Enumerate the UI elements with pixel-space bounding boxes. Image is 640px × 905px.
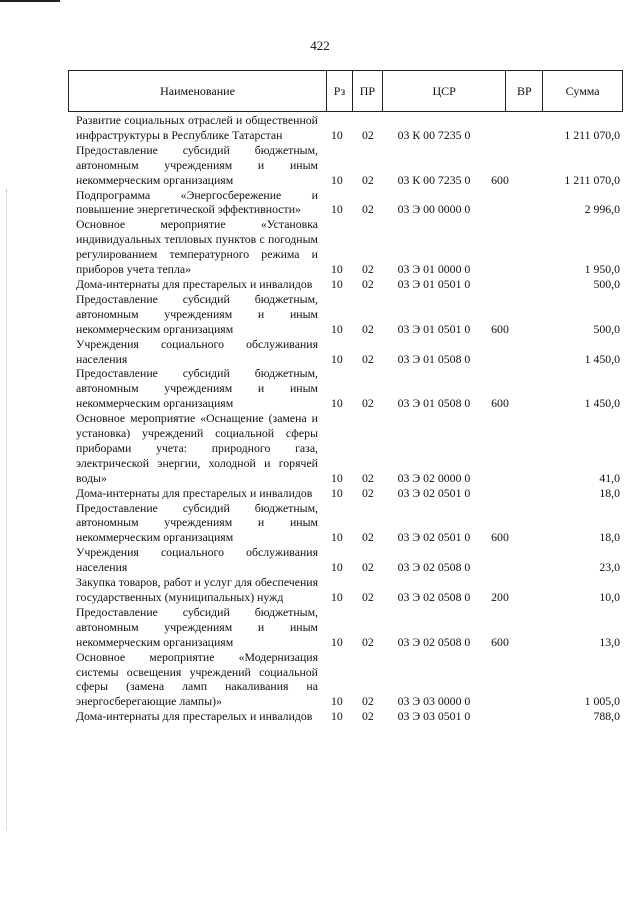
row-pr: 02	[362, 321, 374, 336]
col-header-rz: Рз	[327, 71, 353, 111]
row-rz: 10	[331, 634, 343, 649]
table-row	[0, 709, 640, 724]
row-name: Основное мероприятие «Модернизация системы освещения учреждений социальной сферы (замена ламп накаливания на энергосберегающие лампы)»	[76, 649, 318, 709]
row-csr: 03 Э 02 0508 0	[397, 560, 471, 575]
row-pr: 02	[362, 634, 374, 649]
row-rz: 10	[331, 276, 343, 291]
row-vr: 600	[491, 321, 509, 336]
row-sum: 1 211 070,0	[564, 127, 620, 142]
col-header-name: Наименование	[69, 71, 327, 111]
row-pr: 02	[362, 590, 374, 604]
row-name: Предоставление субсидий бюджетным, автономным учреждениям и иным некоммерческим организациям	[76, 142, 318, 187]
row-sum: 1 450,0	[584, 396, 620, 411]
row-sum: 500,0	[593, 321, 620, 336]
row-rz: 10	[331, 202, 343, 217]
row-name: Предоставление субсидий бюджетным, автономным учреждениям и иным некоммерческим организациям	[76, 366, 318, 411]
table-body	[0, 113, 640, 724]
table-row	[0, 113, 640, 143]
row-sum: 10,0	[599, 590, 620, 604]
row-sum: 23,0	[599, 560, 620, 575]
row-rz: 10	[331, 560, 343, 575]
table-row	[0, 366, 640, 411]
table-row	[0, 486, 640, 501]
row-name: Основное мероприятие «Установка индивидуальных тепловых пунктов с погодным регулированием температурного режима и приборов учета тепла»	[76, 217, 318, 277]
row-rz: 10	[331, 396, 343, 411]
row-rz: 10	[331, 694, 343, 709]
row-sum: 1 005,0	[584, 694, 620, 709]
col-header-sum: Сумма	[565, 83, 600, 98]
row-csr: 03 К 00 7235 0	[397, 172, 471, 187]
table-row	[0, 143, 640, 188]
row-sum: 18,0	[599, 485, 620, 500]
row-sum: 1 450,0	[584, 351, 620, 366]
row-pr: 02	[362, 202, 374, 217]
row-sum: 500,0	[593, 276, 620, 291]
row-rz: 10	[331, 470, 343, 485]
row-rz: 10	[331, 172, 343, 187]
row-sum: 41,0	[599, 470, 620, 485]
row-pr: 02	[362, 396, 374, 411]
col-header-pr: ПР	[353, 71, 383, 111]
scan-corner-mark	[0, 0, 60, 2]
table-row	[0, 605, 640, 650]
row-pr: 02	[362, 560, 374, 575]
row-name: Предоставление субсидий бюджетным, автономным учреждениям и иным некоммерческим организациям	[76, 604, 318, 649]
row-csr: 03 Э 01 0508 0	[397, 396, 471, 411]
table-row	[0, 575, 640, 605]
row-csr: 03 Э 02 0508 0	[397, 590, 471, 604]
col-header-csr: ЦСР	[383, 71, 507, 111]
row-vr: 600	[491, 172, 509, 187]
row-name: Развитие социальных отраслей и общественной инфраструктуры в Республике Татарстан	[76, 113, 318, 142]
row-name: Предоставление субсидий бюджетным, автономным учреждениям и иным некоммерческим организациям	[76, 291, 318, 336]
row-csr: 03 Э 01 0501 0	[397, 321, 471, 336]
row-rz: 10	[331, 485, 343, 500]
row-vr: 600	[491, 634, 509, 649]
row-sum: 18,0	[599, 530, 620, 545]
row-name: Дома-интернаты для престарелых и инвалидов	[76, 485, 313, 500]
row-csr: 03 Э 03 0000 0	[397, 694, 471, 709]
table-row	[0, 650, 640, 710]
row-rz: 10	[331, 351, 343, 366]
row-csr: 03 К 00 7235 0	[397, 127, 471, 142]
row-rz: 10	[331, 709, 343, 724]
row-sum: 1 211 070,0	[564, 172, 620, 187]
row-csr: 03 Э 01 0501 0	[397, 276, 471, 291]
row-csr: 03 Э 01 0000 0	[397, 262, 471, 277]
row-pr: 02	[362, 262, 374, 277]
row-name: Закупка товаров, работ и услуг для обеспечения государственных (муниципальных) нужд	[76, 575, 318, 604]
row-rz: 10	[331, 127, 343, 142]
row-vr: 200	[491, 590, 509, 604]
col-header-vr: ВР	[506, 71, 543, 111]
row-pr: 02	[362, 276, 374, 291]
row-name: Дома-интернаты для престарелых и инвалидов	[76, 709, 313, 724]
row-vr: 600	[491, 530, 509, 545]
table-row	[0, 545, 640, 575]
row-rz: 10	[331, 530, 343, 545]
table-row	[0, 217, 640, 277]
row-csr: 03 Э 02 0000 0	[397, 470, 471, 485]
row-pr: 02	[362, 530, 374, 545]
row-pr: 02	[362, 694, 374, 709]
row-name: Предоставление субсидий бюджетным, автономным учреждениям и иным некоммерческим организациям	[76, 500, 318, 545]
row-vr: 600	[491, 396, 509, 411]
row-pr: 02	[362, 470, 374, 485]
row-csr: 03 Э 02 0508 0	[397, 634, 471, 649]
row-pr: 02	[362, 485, 374, 500]
row-csr: 03 Э 00 0000 0	[397, 202, 471, 217]
table-header	[68, 70, 623, 112]
row-csr: 03 Э 02 0501 0	[397, 485, 471, 500]
row-csr: 03 Э 02 0501 0	[397, 530, 471, 545]
row-name: Учреждения социального обслуживания населения	[76, 336, 318, 366]
row-sum: 1 950,0	[584, 262, 620, 277]
row-csr: 03 Э 01 0508 0	[397, 351, 471, 366]
row-sum: 788,0	[593, 709, 620, 724]
row-pr: 02	[362, 709, 374, 724]
table-row	[0, 292, 640, 337]
page-number: 422	[310, 38, 330, 53]
row-csr: 03 Э 03 0501 0	[397, 709, 471, 724]
row-pr: 02	[362, 351, 374, 366]
row-sum: 13,0	[599, 634, 620, 649]
row-name: Основное мероприятие «Оснащение (замена и установка) учреждений социальной сферы приборами учета: природного газа, электрической энергии, холодной и горячей воды»	[76, 411, 318, 485]
table-row	[0, 411, 640, 486]
row-pr: 02	[362, 172, 374, 187]
table-row	[0, 501, 640, 546]
table-row	[0, 277, 640, 292]
row-rz: 10	[331, 321, 343, 336]
row-rz: 10	[331, 590, 343, 604]
table-row	[0, 188, 640, 218]
table-row	[0, 337, 640, 367]
row-pr: 02	[362, 127, 374, 142]
row-sum: 2 996,0	[584, 202, 620, 217]
row-name: Учреждения социального обслуживания населения	[76, 545, 318, 575]
row-name: Подпрограмма «Энергосбережение и повышение энергетической эффективности»	[76, 187, 318, 217]
row-name: Дома-интернаты для престарелых и инвалидов	[76, 276, 313, 291]
row-rz: 10	[331, 262, 343, 277]
